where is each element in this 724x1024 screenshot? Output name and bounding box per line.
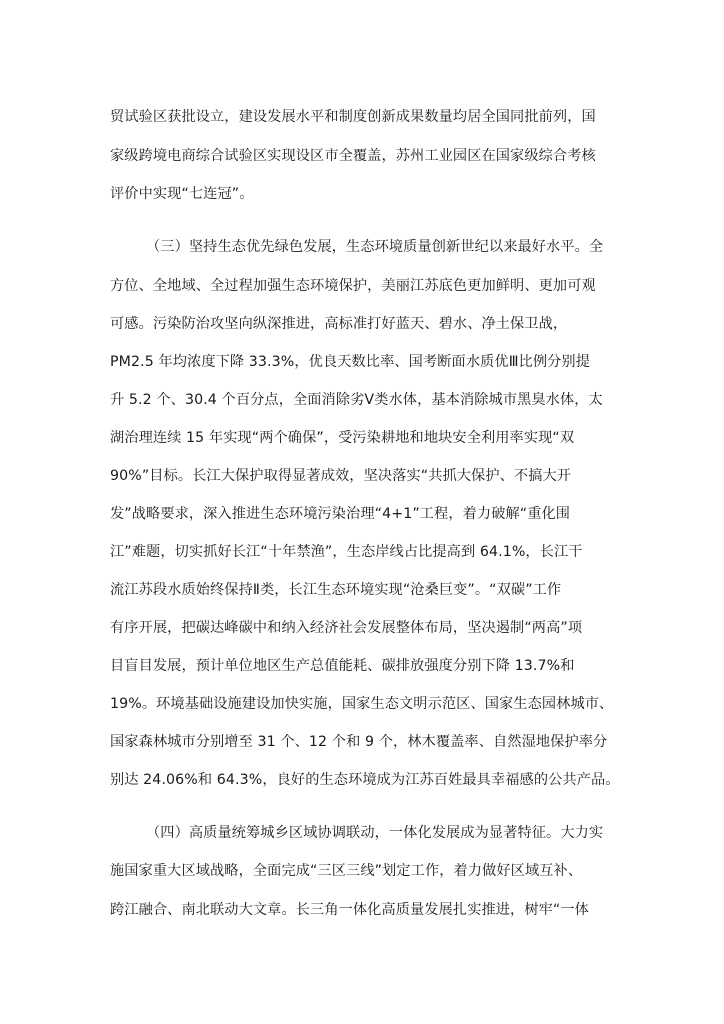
text-line: 发”战略要求，深入推进生态环境污染治理“4+1”工程，着力破解“重化围	[110, 506, 571, 522]
text-line: 江”难题，切实抓好长江“十年禁渔”，生态岸线占比提高到 64.1%，长江干	[110, 544, 583, 560]
text-line: 家级跨境电商综合试验区实现设区市全覆盖，苏州工业园区在国家级综合考核	[110, 148, 596, 164]
text-line: 国家森林城市分别增至 31 个、12 个和 9 个，林木覆盖率、自然湿地保护率分	[110, 734, 608, 750]
text-line: 跨江融合、南北联动大文章。长三角一体化高质量发展扎实推进，树牢“一体	[110, 902, 589, 918]
text-line: 有序开展，把碳达峰碳中和纳入经济社会发展整体布局，坚决遏制“两高”项	[110, 620, 583, 636]
text-line: PM2.5 年均浓度下降 33.3%，优良天数比率、国考断面水质优Ⅲ比例分别提	[110, 354, 591, 370]
text-line: 贸试验区获批设立，建设发展水平和制度创新成果数量均居全国同批前列，国	[110, 109, 596, 125]
text-line: 90%”目标。长江大保护取得显著成效，坚决落实“共抓大保护、不搞大开	[110, 468, 572, 484]
text-line: 目盲目发展，预计单位地区生产总值能耗、碳排放强度分别下降 13.7%和	[110, 658, 575, 674]
text-line: 施国家重大区域战略，全面完成“三区三线”划定工作，着力做好区域互补、	[110, 863, 583, 879]
text-line: 方位、全地域、全过程加强生态环境保护，美丽江苏底色更加鲜明、更加可观	[110, 278, 596, 294]
paragraph-heading-line: （四）高质量统筹城乡区域协调联动，一体化发展成为显著特征。大力实	[146, 825, 604, 841]
text-line: 湖治理连续 15 年实现“两个确保”，受污染耕地和地块安全利用率实现“双	[110, 430, 575, 446]
text-line: 流江苏段水质始终保持Ⅱ类，长江生态环境实现“沧桑巨变”。“双碳”工作	[110, 582, 562, 598]
text-line: 别达 24.06%和 64.3%，良好的生态环境成为江苏百姓最具幸福感的公共产品。	[110, 772, 620, 788]
text-line: 评价中实现“七连冠”。	[110, 186, 254, 202]
text-line: 升 5.2 个、30.4 个百分点，全面消除劣Ⅴ类水体，基本消除城市黑臭水体，太	[110, 392, 603, 408]
paragraph-heading-line: （三）坚持生态优先绿色发展，生态环境质量创新世纪以来最好水平。全	[146, 239, 604, 255]
text-line: 可感。污染防治攻坚向纵深推进，高标准打好蓝天、碧水、净土保卫战，	[110, 316, 568, 332]
text-line: 19%。环境基础设施建设加快实施，国家生态文明示范区、国家生态园林城市、	[110, 696, 614, 712]
